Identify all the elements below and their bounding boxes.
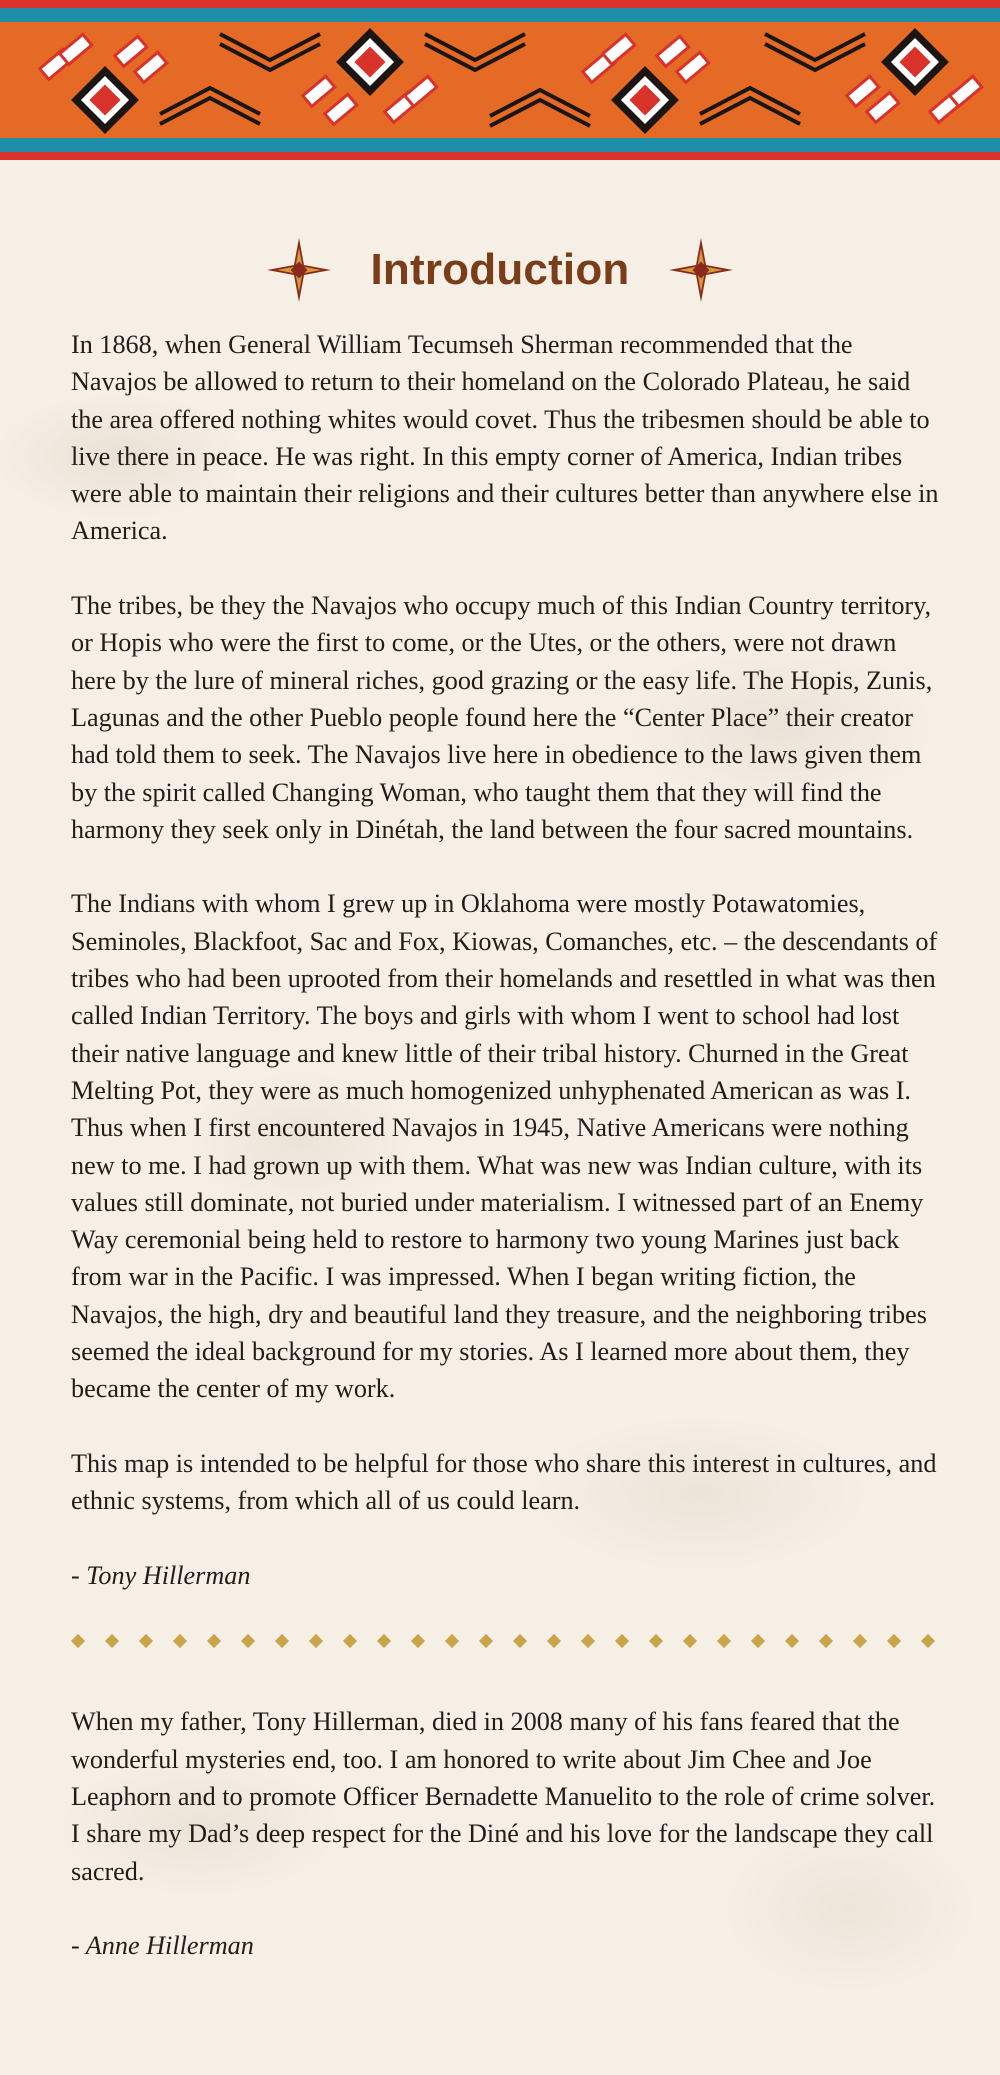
divider-dot: [785, 1634, 799, 1648]
paragraph-afterword: When my father, Tony Hillerman, died in 2008 many of his fans feared that the wonderful mysteries end, too. I am honored to write about Jim Chee and Joe Leaphorn and to promote Officer Bernadette Manuelito to the role of crime solver. I share my Dad’s deep respect for the Diné and his love for the landscape they call sacred.: [71, 1707, 936, 1886]
divider-dot: [71, 1634, 85, 1648]
page-title: Introduction: [370, 245, 630, 294]
divider-dot: [479, 1634, 493, 1648]
navajo-pattern-banner: [0, 0, 1000, 160]
four-point-star-icon: [266, 237, 332, 303]
divider-dot: [343, 1634, 357, 1648]
signature-anne: - Anne Hillerman: [71, 1931, 254, 1961]
divider-dot: [547, 1634, 561, 1648]
intro-content: [71, 326, 941, 2002]
divider-dot: [751, 1634, 765, 1648]
divider-dot: [853, 1634, 867, 1648]
divider-dot: [819, 1634, 833, 1648]
divider-dot: [581, 1634, 595, 1648]
divider-dot: [411, 1634, 425, 1648]
divider-dot: [139, 1634, 153, 1648]
paragraph-oklahoma: The Indians with whom I grew up in Oklahoma were mostly Potawatomies, Seminoles, Blackfoot, Sac and Fox, Kiowas, Comanches, etc. – the descendants of tribes who had been uprooted from their homelands and resettled in what was then called Indian Territory. The boys and girls with whom I went to school had lost their native language and knew little of their tribal history. Churned in the Great Melting Pot, they were as much homogenized unhyphenated American as was I. Thus when I first encountered Navajos in 1945, Native Americans were nothing new to me. I had grown up with them. What was new was Indian culture, with its values still dominate, not buried under materialism. I witnessed part of an Enemy Way ceremonial being held to restore to harmony two young Marines just back from war in the Pacific. I was impressed. When I began writing fiction, the Navajos, the high, dry and beautiful land they treasure, and the neighboring tribes seemed the ideal background for my stories. As I learned more about them, they became the center of my work.: [71, 889, 938, 1404]
divider-dot: [513, 1634, 527, 1648]
divider-dot: [887, 1634, 901, 1648]
divider-dot: [445, 1634, 459, 1648]
divider-dot: [241, 1634, 255, 1648]
divider-dot: [921, 1634, 935, 1648]
divider-dot: [105, 1634, 119, 1648]
divider-dot: [275, 1634, 289, 1648]
four-point-star-icon: [668, 237, 734, 303]
diamond-dot-divider: [73, 1631, 933, 1651]
paragraph-tribes: The tribes, be they the Navajos who occupy much of this Indian Country territory, or Hopis who were the first to come, or the Utes, or the others, were not drawn here by the lure of mineral riches, good grazing or the easy life. The Hopis, Zunis, Lagunas and the other Pueblo people found here the “Center Place” their creator had told them to seek. The Navajos live here in obedience to the laws given them by the spirit called Changing Woman, who taught them that they will find the harmony they seek only in Dinétah, the land between the four sacred mountains.: [71, 591, 933, 844]
divider-dot: [207, 1634, 221, 1648]
divider-dot: [173, 1634, 187, 1648]
divider-dot: [717, 1634, 731, 1648]
divider-dot: [615, 1634, 629, 1648]
signature-tony: - Tony Hillerman: [71, 1560, 251, 1590]
paragraph-map-purpose: This map is intended to be helpful for those who share this interest in cultures, and ethnic systems, from which all of us could learn.: [71, 1448, 937, 1516]
title-row: [0, 238, 1000, 302]
paragraph-sherman: In 1868, when General William Tecumseh Sherman recommended that the Navajos be allowed to return to their homeland on the Colorado Plateau, he said the area offered nothing whites would covet. Thus the tribesmen should be able to live there in peace. He was right. In this empty corner of America, Indian tribes were able to maintain their religions and their cultures better than anywhere else in America.: [71, 330, 939, 546]
divider-dot: [309, 1634, 323, 1648]
divider-dot: [377, 1634, 391, 1648]
divider-dot: [683, 1634, 697, 1648]
divider-dot: [649, 1634, 663, 1648]
